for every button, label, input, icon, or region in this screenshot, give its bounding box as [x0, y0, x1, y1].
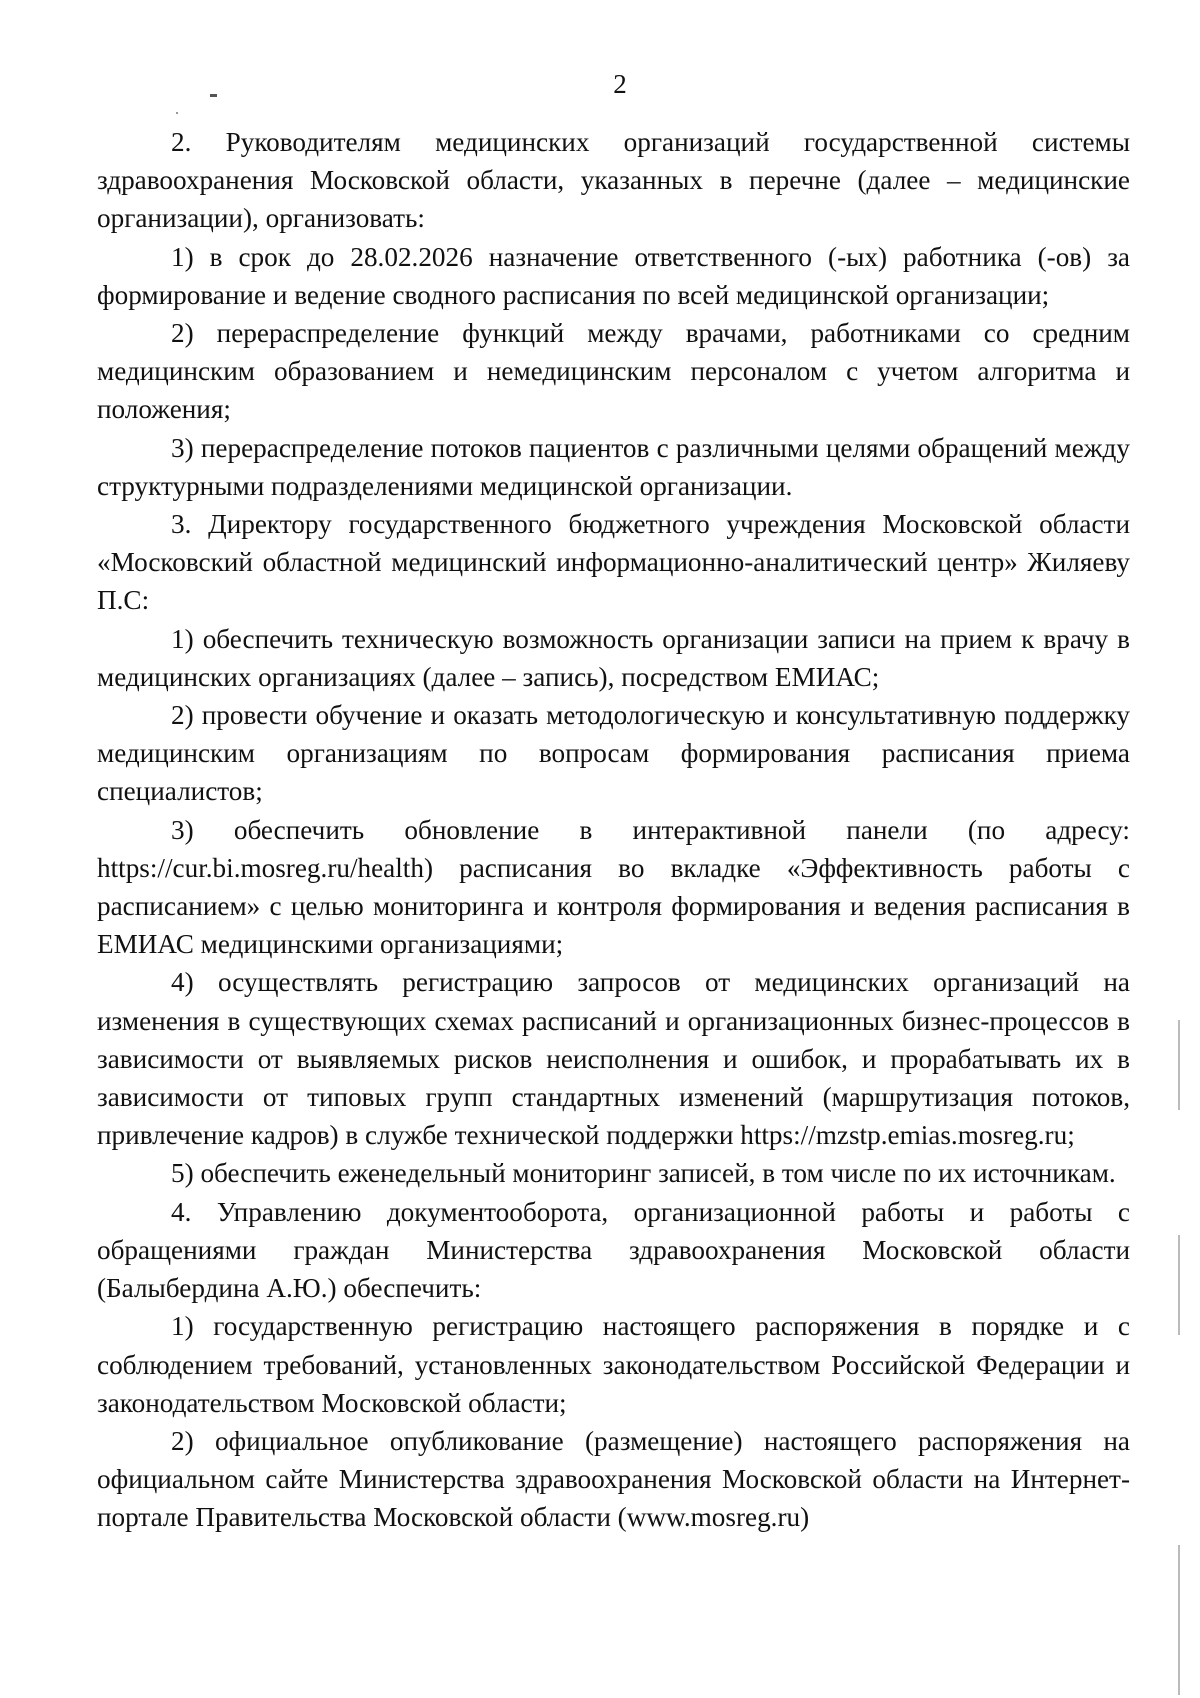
paragraph-3-item-4: 4) осуществлять регистрацию запросов от медицинских организаций на изменения в существующих схемах расписаний и организационных бизнес-процессов в зависимости от выявляемых рисков неисполнения и ошибок, и прорабатывать их в зависимости от типовых групп стандартных изменений (маршрутизация потоков, привлечение кадров) в службе технической поддержки https://mzstp.emias.mosreg.ru; [97, 967, 1130, 1151]
paragraph-2: 2. Руководителям медицинских организаций государственной системы здравоохранения Московской области, указанных в перечне (далее – медицинские организации), организовать: [97, 127, 1130, 234]
paragraph-3-item-3: 3) обеспечить обновление в интерактивной панели (по адресу: https://cur.bi.mosreg.ru/health) расписания во вкладке «Эффективность работы с расписанием» с целью мониторинга и контроля формирования и ведения расписания в ЕМИАС медицинскими организациями; [97, 814, 1130, 960]
paragraph-4-item-2: 2) официальное опубликование (размещение) настоящего распоряжения на официальном сайте Министерства здравоохранения Московской области на Интернет-портале Правительства Московской области (www.mosreg.ru) [97, 1425, 1130, 1533]
scan-edge-line [1178, 1020, 1180, 1110]
scan-speck [176, 112, 178, 114]
scan-edge-line [1178, 1235, 1180, 1335]
paragraph-3-item-5: 5) обеспечить еженедельный мониторинг записей, в том числе по их источникам. [171, 1158, 1116, 1189]
scan-speck [210, 94, 217, 97]
scan-edge-line [1178, 1545, 1180, 1695]
paragraph-3-item-2: 2) провести обучение и оказать методологическую и консультативную поддержку медицинским организациям по вопросам формирования расписания приема специалистов; [97, 700, 1130, 807]
page-number: 2 [613, 69, 627, 99]
paragraph-3-item-1: 1) обеспечить техническую возможность организации записи на прием к врачу в медицинских организациях (далее – запись), посредством ЕМИАС; [97, 623, 1130, 692]
paragraph-2-item-3: 3) перераспределение потоков пациентов с различными целями обращений между структурными подразделениями медицинской организации. [97, 432, 1130, 501]
document-body [97, 123, 1130, 1537]
paragraph-2-item-2: 2) перераспределение функций между врачами, работниками со средним медицинским образованием и немедицинским персоналом с учетом алгоритма и положения; [97, 318, 1130, 425]
paragraph-3: 3. Директору государственного бюджетного учреждения Московской области «Московский областной медицинский информационно-аналитический центр» Жиляеву П.С: [97, 509, 1130, 616]
paragraph-2-item-1: 1) в срок до 28.02.2026 назначение ответственного (-ых) работника (-ов) за формирование и ведение сводного расписания по всей медицинской организации; [97, 241, 1130, 310]
paragraph-4-item-1: 1) государственную регистрацию настоящего распоряжения в порядке и с соблюдением требований, установленных законодательством Российской Федерации и законодательством Московской области; [97, 1311, 1130, 1418]
paragraph-4: 4. Управлению документооборота, организационной работы и работы с обращениями граждан Министерства здравоохранения Московской области (Балыбердина А.Ю.) обеспечить: [97, 1196, 1130, 1304]
